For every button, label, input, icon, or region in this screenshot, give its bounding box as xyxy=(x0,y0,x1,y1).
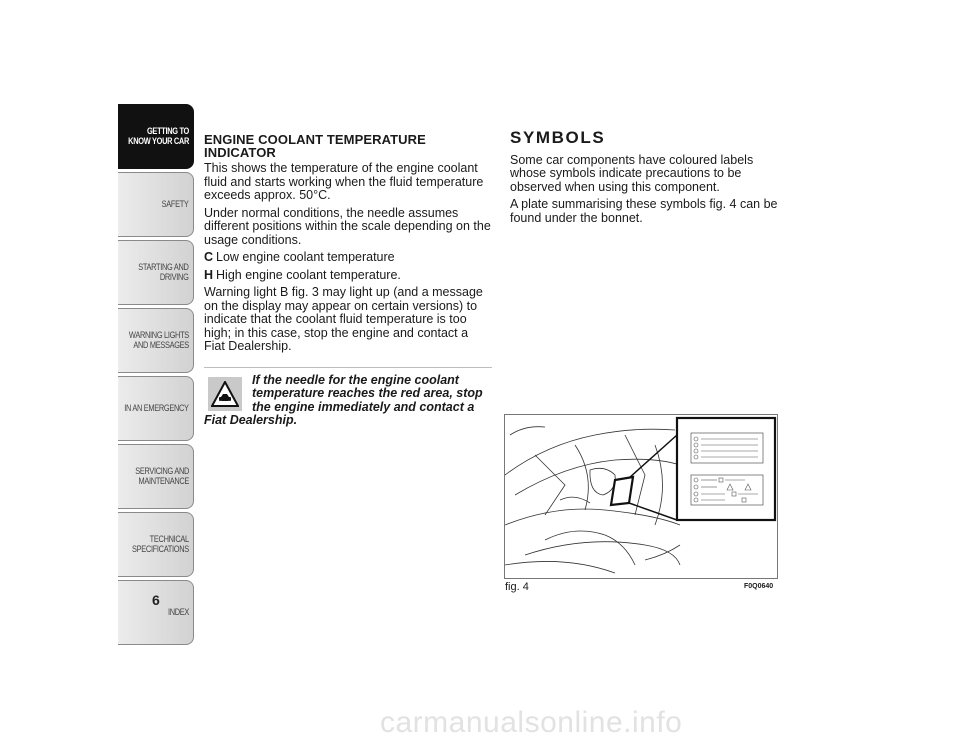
figure-label: fig. 4 xyxy=(505,581,529,593)
paragraph: Under normal conditions, the needle assumes different positions within the scale depending on the usage conditions. xyxy=(204,205,491,247)
warning-text: If the needle for the engine coolant temperature reaches the red area, stop the engine immediately and contact a Fiat Dealership. xyxy=(204,372,483,427)
tab-safety[interactable] xyxy=(118,172,194,237)
figure-code: F0Q0640 xyxy=(744,583,774,590)
paragraph: This shows the temperature of the engine coolant fluid and starts working when the fluid temperature exceeds approx. 50°C. xyxy=(204,161,484,202)
tab-starting-and-driving[interactable] xyxy=(118,240,194,305)
tab-servicing-and-maintenance[interactable] xyxy=(118,444,194,509)
paragraph: A plate summarising these symbols fig. 4 can be found under the bonnet. xyxy=(510,197,778,225)
tab-label: GETTING TO KNOW YOUR CAR xyxy=(128,125,189,147)
tab-label: TECHNICAL SPECIFICATIONS xyxy=(132,533,189,555)
item-letter: C xyxy=(204,250,214,264)
right-column xyxy=(510,128,785,229)
tab-label: SERVICING AND MAINTENANCE xyxy=(135,465,189,487)
paragraph: Some car components have coloured labels whose symbols indicate precautions to be observed when using this component. xyxy=(510,152,754,194)
tab-label: INDEX xyxy=(167,606,189,618)
chapter-tabs xyxy=(118,104,194,648)
paragraph: Warning light B fig. 3 may light up (and a message on the display may appear on certain versions) to indicate that the coolant fluid temperature is too high; in this case, stop the engine and contact a Fiat Dealership. xyxy=(204,285,483,353)
tab-label: STARTING AND DRIVING xyxy=(138,261,189,283)
tab-label: SAFETY xyxy=(162,198,189,210)
tab-in-an-emergency[interactable] xyxy=(118,376,194,441)
tab-label: WARNING LIGHTS AND MESSAGES xyxy=(129,329,189,351)
left-column xyxy=(204,133,492,428)
page-number: 6 xyxy=(152,592,160,608)
item-letter: H xyxy=(204,267,214,282)
warning-box xyxy=(204,374,492,428)
section-heading: SYMBOLS xyxy=(510,128,606,147)
tab-technical-specifications[interactable] xyxy=(118,512,194,577)
engine-bay-drawing xyxy=(505,415,777,578)
list-item-c xyxy=(204,251,492,265)
list-item-h xyxy=(204,269,492,283)
tab-index[interactable] xyxy=(118,580,194,645)
car-warning-triangle-icon xyxy=(208,377,242,411)
item-text: Low engine coolant temperature xyxy=(216,250,395,264)
figure-engine-bay-illustration xyxy=(504,414,778,579)
tab-warning-lights-and-messages[interactable] xyxy=(118,308,194,373)
tab-label: IN AN EMERGENCY xyxy=(124,402,189,414)
item-text: High engine coolant temperature. xyxy=(216,267,401,282)
watermark: carmanualsonline.info xyxy=(380,706,683,739)
section-heading: ENGINE COOLANT TEMPERATURE INDICATOR xyxy=(204,132,426,160)
divider xyxy=(204,367,492,368)
tab-getting-to-know-your-car[interactable] xyxy=(118,104,194,169)
